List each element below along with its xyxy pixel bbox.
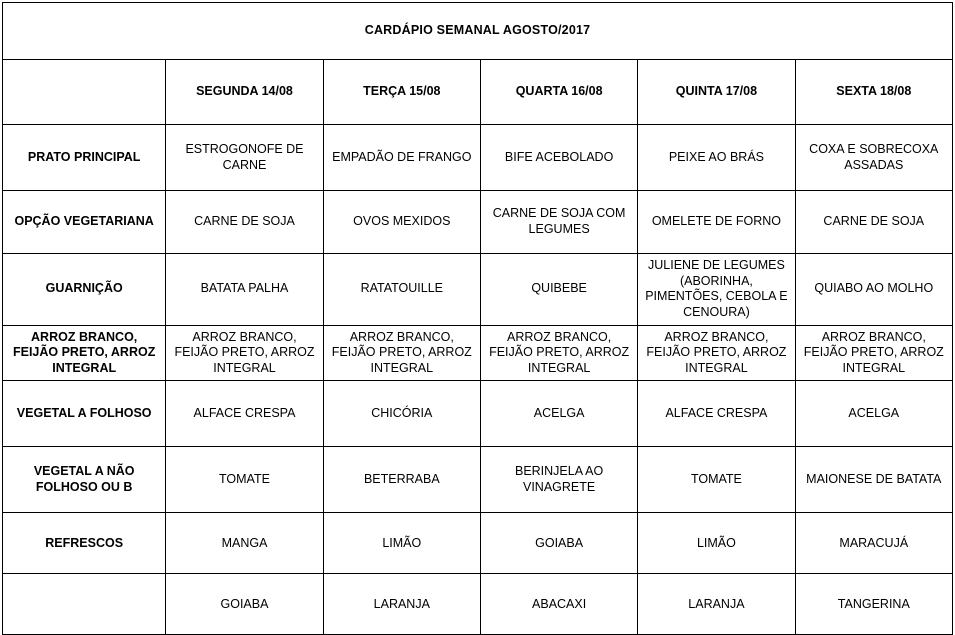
- table-row: [3, 125, 953, 191]
- row-label-refrescos-2: [3, 574, 166, 635]
- cell-prato-principal-thursday: PEIXE AO BRÁS: [638, 125, 795, 191]
- row-label-guarnicao: GUARNIÇÃO: [3, 254, 166, 326]
- cell-opcao-vegetariana-tuesday: OVOS MEXIDOS: [323, 191, 480, 254]
- row-label-vegetal-nao-folhoso: VEGETAL A NÃO FOLHOSO OU B: [3, 447, 166, 513]
- table-row: [3, 447, 953, 513]
- cell-guarnicao-monday: BATATA PALHA: [166, 254, 323, 326]
- header-cell-blank: [3, 60, 166, 125]
- cell-vegetal-nao-folhoso-tuesday: BETERRABA: [323, 447, 480, 513]
- cell-opcao-vegetariana-thursday: OMELETE DE FORNO: [638, 191, 795, 254]
- cell-refrescos-1-friday: MARACUJÁ: [795, 513, 952, 574]
- cell-vegetal-nao-folhoso-thursday: TOMATE: [638, 447, 795, 513]
- cell-guarnicao-thursday: JULIENE DE LEGUMES (ABORINHA, PIMENTÕES, CEBOLA E CENOURA): [638, 254, 795, 326]
- cell-arroz-feijao-tuesday: ARROZ BRANCO, FEIJÃO PRETO, ARROZ INTEGRAL: [323, 325, 480, 381]
- header-row: [3, 60, 953, 125]
- cell-vegetal-nao-folhoso-friday: MAIONESE DE BATATA: [795, 447, 952, 513]
- cell-refrescos-2-wednesday: ABACAXI: [480, 574, 637, 635]
- cell-refrescos-2-thursday: LARANJA: [638, 574, 795, 635]
- header-cell-monday: SEGUNDA 14/08: [166, 60, 323, 125]
- cell-guarnicao-tuesday: RATATOUILLE: [323, 254, 480, 326]
- weekly-menu-table: [2, 2, 953, 635]
- cell-refrescos-1-thursday: LIMÃO: [638, 513, 795, 574]
- row-label-prato-principal: PRATO PRINCIPAL: [3, 125, 166, 191]
- row-label-vegetal-a-folhoso: VEGETAL A FOLHOSO: [3, 381, 166, 447]
- cell-refrescos-2-monday: GOIABA: [166, 574, 323, 635]
- table-row: [3, 254, 953, 326]
- cell-vegetal-folhoso-friday: ACELGA: [795, 381, 952, 447]
- row-label-arroz-feijao: ARROZ BRANCO, FEIJÃO PRETO, ARROZ INTEGRAL: [3, 325, 166, 381]
- title-row: [3, 3, 953, 60]
- cell-prato-principal-tuesday: EMPADÃO DE FRANGO: [323, 125, 480, 191]
- cell-opcao-vegetariana-wednesday: CARNE DE SOJA COM LEGUMES: [480, 191, 637, 254]
- cell-arroz-feijao-wednesday: ARROZ BRANCO, FEIJÃO PRETO, ARROZ INTEGRAL: [480, 325, 637, 381]
- cell-refrescos-2-tuesday: LARANJA: [323, 574, 480, 635]
- cell-vegetal-folhoso-thursday: ALFACE CRESPA: [638, 381, 795, 447]
- cell-vegetal-folhoso-wednesday: ACELGA: [480, 381, 637, 447]
- cell-refrescos-1-tuesday: LIMÃO: [323, 513, 480, 574]
- header-cell-friday: SEXTA 18/08: [795, 60, 952, 125]
- cell-refrescos-2-friday: TANGERINA: [795, 574, 952, 635]
- cell-prato-principal-wednesday: BIFE ACEBOLADO: [480, 125, 637, 191]
- cell-arroz-feijao-monday: ARROZ BRANCO, FEIJÃO PRETO, ARROZ INTEGRAL: [166, 325, 323, 381]
- table-row: [3, 381, 953, 447]
- cell-refrescos-1-wednesday: GOIABA: [480, 513, 637, 574]
- header-cell-wednesday: QUARTA 16/08: [480, 60, 637, 125]
- table-row: [3, 574, 953, 635]
- table-row: [3, 191, 953, 254]
- row-label-opcao-vegetariana: OPÇÃO VEGETARIANA: [3, 191, 166, 254]
- cell-vegetal-folhoso-monday: ALFACE CRESPA: [166, 381, 323, 447]
- cell-vegetal-nao-folhoso-wednesday: BERINJELA AO VINAGRETE: [480, 447, 637, 513]
- cell-refrescos-1-monday: MANGA: [166, 513, 323, 574]
- cell-arroz-feijao-friday: ARROZ BRANCO, FEIJÃO PRETO, ARROZ INTEGRAL: [795, 325, 952, 381]
- header-cell-tuesday: TERÇA 15/08: [323, 60, 480, 125]
- row-label-refrescos: REFRESCOS: [3, 513, 166, 574]
- cell-vegetal-nao-folhoso-monday: TOMATE: [166, 447, 323, 513]
- cell-arroz-feijao-thursday: ARROZ BRANCO, FEIJÃO PRETO, ARROZ INTEGRAL: [638, 325, 795, 381]
- cell-guarnicao-wednesday: QUIBEBE: [480, 254, 637, 326]
- cell-opcao-vegetariana-monday: CARNE DE SOJA: [166, 191, 323, 254]
- cell-guarnicao-friday: QUIABO AO MOLHO: [795, 254, 952, 326]
- header-cell-thursday: QUINTA 17/08: [638, 60, 795, 125]
- table-row: [3, 325, 953, 381]
- document-title: CARDÁPIO SEMANAL AGOSTO/2017: [3, 3, 953, 60]
- cell-prato-principal-friday: COXA E SOBRECOXA ASSADAS: [795, 125, 952, 191]
- cell-opcao-vegetariana-friday: CARNE DE SOJA: [795, 191, 952, 254]
- menu-document: [0, 2, 955, 611]
- table-row: [3, 513, 953, 574]
- cell-vegetal-folhoso-tuesday: CHICÓRIA: [323, 381, 480, 447]
- cell-prato-principal-monday: ESTROGONOFE DE CARNE: [166, 125, 323, 191]
